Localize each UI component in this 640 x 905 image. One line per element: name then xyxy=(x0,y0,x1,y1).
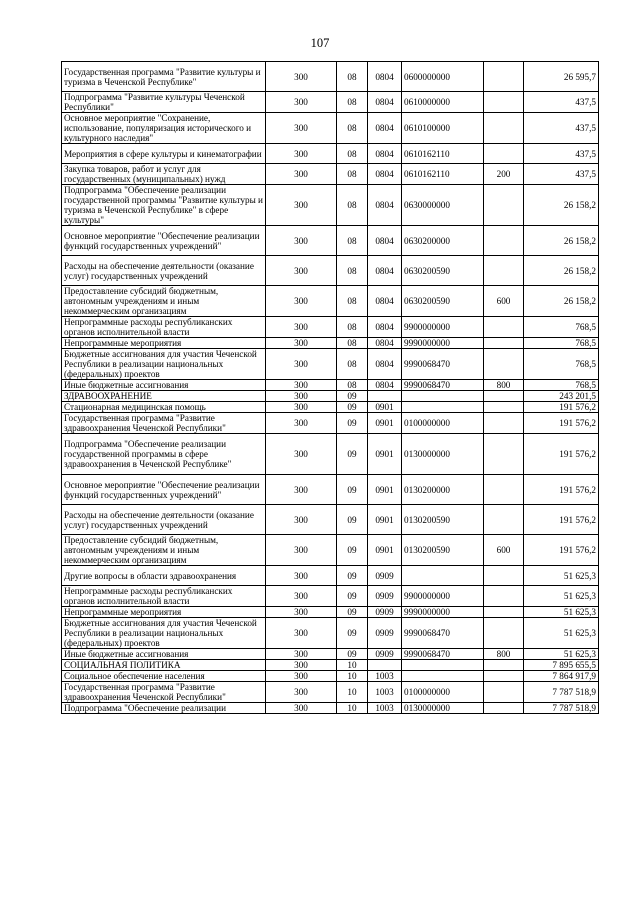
table-row xyxy=(62,535,599,566)
row-amount: 191 576,2 xyxy=(524,475,599,505)
row-amount: 768,5 xyxy=(524,338,599,349)
row-amount: 51 625,3 xyxy=(524,618,599,649)
row-section: 10 xyxy=(337,660,368,671)
row-target-article: 0610162110 xyxy=(402,164,484,185)
row-ved: 300 xyxy=(266,535,337,566)
row-target-article: 0600000000 xyxy=(402,62,484,92)
row-expense-type xyxy=(484,505,524,535)
row-subsection: 0909 xyxy=(368,566,402,586)
table-row xyxy=(62,434,599,475)
row-amount: 191 576,2 xyxy=(524,505,599,535)
row-section: 09 xyxy=(337,607,368,618)
row-section: 09 xyxy=(337,649,368,660)
row-expense-type xyxy=(484,256,524,286)
table-row xyxy=(62,113,599,144)
row-subsection: 0909 xyxy=(368,649,402,660)
row-name: Расходы на обеспечение деятельности (оказание услуг) государственных учреждений xyxy=(62,256,266,286)
row-amount: 191 576,2 xyxy=(524,402,599,413)
row-name: Непрограммные мероприятия xyxy=(62,607,266,618)
row-target-article xyxy=(402,402,484,413)
row-name: Иные бюджетные ассигнования xyxy=(62,380,266,391)
row-expense-type xyxy=(484,113,524,144)
table-row xyxy=(62,317,599,338)
row-name: Непрограммные расходы республиканских органов исполнительной власти xyxy=(62,586,266,607)
row-amount: 26 595,7 xyxy=(524,62,599,92)
row-ved: 300 xyxy=(266,92,337,113)
row-expense-type xyxy=(484,475,524,505)
row-target-article: 9990068470 xyxy=(402,349,484,380)
row-name: Непрограммные расходы республиканских органов исполнительной власти xyxy=(62,317,266,338)
row-expense-type xyxy=(484,586,524,607)
row-section: 08 xyxy=(337,113,368,144)
row-section: 08 xyxy=(337,286,368,317)
row-expense-type xyxy=(484,671,524,682)
row-expense-type xyxy=(484,413,524,434)
row-section: 09 xyxy=(337,618,368,649)
row-expense-type xyxy=(484,338,524,349)
row-section: 08 xyxy=(337,317,368,338)
table-row xyxy=(62,566,599,586)
row-ved: 300 xyxy=(266,703,337,714)
row-target-article: 0610100000 xyxy=(402,113,484,144)
row-subsection: 0804 xyxy=(368,256,402,286)
row-ved: 300 xyxy=(266,226,337,256)
row-ved: 300 xyxy=(266,649,337,660)
row-ved: 300 xyxy=(266,349,337,380)
row-section: 08 xyxy=(337,349,368,380)
row-amount: 7 787 518,9 xyxy=(524,703,599,714)
row-target-article: 9990000000 xyxy=(402,338,484,349)
row-ved: 300 xyxy=(266,607,337,618)
row-target-article: 0130000000 xyxy=(402,434,484,475)
table-row xyxy=(62,338,599,349)
row-expense-type xyxy=(484,703,524,714)
table-row xyxy=(62,92,599,113)
row-name: Стационарная медицинская помощь xyxy=(62,402,266,413)
row-target-article xyxy=(402,671,484,682)
row-expense-type xyxy=(484,660,524,671)
row-ved: 300 xyxy=(266,317,337,338)
row-ved: 300 xyxy=(266,380,337,391)
row-amount: 7 787 518,9 xyxy=(524,682,599,703)
table-row xyxy=(62,413,599,434)
row-name: Государственная программа "Развитие здравоохранения Чеченской Республики" xyxy=(62,682,266,703)
row-target-article xyxy=(402,660,484,671)
row-amount: 7 864 917,9 xyxy=(524,671,599,682)
row-name: Подпрограмма "Обеспечение реализации государственной программы в сфере здравоохранения в Чеченской Республике" xyxy=(62,434,266,475)
row-target-article: 0630000000 xyxy=(402,185,484,226)
row-subsection: 0804 xyxy=(368,92,402,113)
row-section: 10 xyxy=(337,682,368,703)
row-amount: 437,5 xyxy=(524,92,599,113)
row-target-article xyxy=(402,391,484,402)
row-subsection: 0804 xyxy=(368,380,402,391)
row-subsection: 0909 xyxy=(368,607,402,618)
row-name: Расходы на обеспечение деятельности (оказание услуг) государственных учреждений xyxy=(62,505,266,535)
row-section: 08 xyxy=(337,164,368,185)
row-ved: 300 xyxy=(266,671,337,682)
row-amount: 191 576,2 xyxy=(524,434,599,475)
row-ved: 300 xyxy=(266,618,337,649)
row-subsection: 0804 xyxy=(368,144,402,164)
row-target-article: 0610000000 xyxy=(402,92,484,113)
row-amount: 26 158,2 xyxy=(524,185,599,226)
budget-table xyxy=(61,61,599,714)
table-body xyxy=(62,62,599,714)
row-subsection: 1003 xyxy=(368,682,402,703)
row-subsection: 0804 xyxy=(368,164,402,185)
row-ved: 300 xyxy=(266,682,337,703)
row-target-article: 0130200590 xyxy=(402,535,484,566)
row-expense-type xyxy=(484,402,524,413)
row-target-article xyxy=(402,566,484,586)
row-expense-type xyxy=(484,607,524,618)
row-ved: 300 xyxy=(266,413,337,434)
row-expense-type xyxy=(484,144,524,164)
table-row xyxy=(62,649,599,660)
table-row xyxy=(62,703,599,714)
row-expense-type xyxy=(484,185,524,226)
row-target-article: 0100000000 xyxy=(402,682,484,703)
row-amount: 437,5 xyxy=(524,144,599,164)
row-subsection: 0909 xyxy=(368,618,402,649)
row-section: 08 xyxy=(337,144,368,164)
row-subsection: 0804 xyxy=(368,286,402,317)
row-section: 09 xyxy=(337,391,368,402)
row-section: 09 xyxy=(337,475,368,505)
row-subsection: 0901 xyxy=(368,402,402,413)
table-row xyxy=(62,402,599,413)
row-subsection: 0804 xyxy=(368,185,402,226)
row-section: 09 xyxy=(337,505,368,535)
table-row xyxy=(62,286,599,317)
row-subsection xyxy=(368,660,402,671)
row-section: 08 xyxy=(337,338,368,349)
row-amount: 26 158,2 xyxy=(524,286,599,317)
row-expense-type xyxy=(484,434,524,475)
row-name: СОЦИАЛЬНАЯ ПОЛИТИКА xyxy=(62,660,266,671)
row-target-article: 0130200000 xyxy=(402,475,484,505)
row-amount: 51 625,3 xyxy=(524,649,599,660)
row-subsection: 1003 xyxy=(368,703,402,714)
row-section: 10 xyxy=(337,671,368,682)
row-subsection: 0901 xyxy=(368,505,402,535)
row-ved: 300 xyxy=(266,434,337,475)
row-amount: 191 576,2 xyxy=(524,535,599,566)
row-section: 08 xyxy=(337,380,368,391)
row-amount: 437,5 xyxy=(524,164,599,185)
row-subsection: 1003 xyxy=(368,671,402,682)
table-row xyxy=(62,607,599,618)
row-name: Основное мероприятие "Обеспечение реализации функций государственных учреждений" xyxy=(62,475,266,505)
row-expense-type xyxy=(484,618,524,649)
row-section: 08 xyxy=(337,185,368,226)
row-ved: 300 xyxy=(266,566,337,586)
table-row xyxy=(62,660,599,671)
row-ved: 300 xyxy=(266,286,337,317)
table-row xyxy=(62,682,599,703)
row-target-article: 0630200590 xyxy=(402,286,484,317)
row-amount: 51 625,3 xyxy=(524,586,599,607)
row-subsection: 0804 xyxy=(368,226,402,256)
row-expense-type xyxy=(484,682,524,703)
table-row xyxy=(62,62,599,92)
row-expense-type: 600 xyxy=(484,535,524,566)
row-name: Основное мероприятие "Обеспечение реализации функций государственных учреждений" xyxy=(62,226,266,256)
row-amount: 26 158,2 xyxy=(524,226,599,256)
row-ved: 300 xyxy=(266,660,337,671)
row-expense-type: 200 xyxy=(484,164,524,185)
row-subsection: 0901 xyxy=(368,535,402,566)
row-name: Основное мероприятие "Сохранение, использование, популяризация исторического и культурного наследия" xyxy=(62,113,266,144)
row-amount: 768,5 xyxy=(524,317,599,338)
row-expense-type xyxy=(484,566,524,586)
table-row xyxy=(62,144,599,164)
row-target-article: 9990068470 xyxy=(402,618,484,649)
row-expense-type xyxy=(484,92,524,113)
row-ved: 300 xyxy=(266,391,337,402)
row-expense-type xyxy=(484,62,524,92)
row-subsection: 0901 xyxy=(368,434,402,475)
row-expense-type: 800 xyxy=(484,380,524,391)
table-row xyxy=(62,380,599,391)
row-amount: 51 625,3 xyxy=(524,607,599,618)
row-subsection: 0901 xyxy=(368,475,402,505)
row-expense-type xyxy=(484,391,524,402)
row-subsection: 0804 xyxy=(368,338,402,349)
row-name: Государственная программа "Развитие культуры и туризма в Чеченской Республике" xyxy=(62,62,266,92)
row-ved: 300 xyxy=(266,338,337,349)
row-name: Другие вопросы в области здравоохранения xyxy=(62,566,266,586)
row-subsection: 0901 xyxy=(368,413,402,434)
row-expense-type xyxy=(484,226,524,256)
table-row xyxy=(62,671,599,682)
row-subsection: 0804 xyxy=(368,317,402,338)
row-name: ЗДРАВООХРАНЕНИЕ xyxy=(62,391,266,402)
row-name: Государственная программа "Развитие здравоохранения Чеченской Республики" xyxy=(62,413,266,434)
table-row xyxy=(62,391,599,402)
row-ved: 300 xyxy=(266,402,337,413)
page-number: 107 xyxy=(310,36,330,50)
row-section: 09 xyxy=(337,402,368,413)
row-amount: 768,5 xyxy=(524,349,599,380)
row-name: Мероприятия в сфере культуры и кинематографии xyxy=(62,144,266,164)
row-subsection: 0804 xyxy=(368,62,402,92)
row-amount: 243 201,5 xyxy=(524,391,599,402)
table-row xyxy=(62,586,599,607)
row-target-article: 9900000000 xyxy=(402,317,484,338)
row-ved: 300 xyxy=(266,586,337,607)
row-subsection: 0909 xyxy=(368,586,402,607)
row-amount: 437,5 xyxy=(524,113,599,144)
row-target-article: 0130200590 xyxy=(402,505,484,535)
row-ved: 300 xyxy=(266,144,337,164)
row-target-article: 9990068470 xyxy=(402,649,484,660)
row-section: 08 xyxy=(337,92,368,113)
row-amount: 7 895 655,5 xyxy=(524,660,599,671)
row-target-article: 9990068470 xyxy=(402,380,484,391)
row-ved: 300 xyxy=(266,256,337,286)
row-subsection: 0804 xyxy=(368,113,402,144)
row-target-article: 0610162110 xyxy=(402,144,484,164)
table-row xyxy=(62,618,599,649)
row-target-article: 9900000000 xyxy=(402,586,484,607)
row-name: Подпрограмма "Обеспечение реализации государственной программы "Развитие культуры и туризма в Чеченской Республике" в сфере культуры" xyxy=(62,185,266,226)
table-row xyxy=(62,475,599,505)
row-expense-type: 800 xyxy=(484,649,524,660)
row-name: Закупка товаров, работ и услуг для государственных (муниципальных) нужд xyxy=(62,164,266,185)
row-section: 09 xyxy=(337,434,368,475)
row-name: Предоставление субсидий бюджетным, автономным учреждениям и иным некоммерческим организациям xyxy=(62,535,266,566)
row-expense-type: 600 xyxy=(484,286,524,317)
row-section: 08 xyxy=(337,226,368,256)
row-name: Бюджетные ассигнования для участия Чеченской Республики в реализации национальных (федеральных) проектов xyxy=(62,349,266,380)
row-section: 09 xyxy=(337,586,368,607)
row-name: Непрограммные мероприятия xyxy=(62,338,266,349)
row-name: Подпрограмма "Обеспечение реализации xyxy=(62,703,266,714)
row-name: Бюджетные ассигнования для участия Чеченской Республики в реализации национальных (федеральных) проектов xyxy=(62,618,266,649)
row-ved: 300 xyxy=(266,164,337,185)
row-amount: 51 625,3 xyxy=(524,566,599,586)
row-amount: 768,5 xyxy=(524,380,599,391)
row-ved: 300 xyxy=(266,62,337,92)
row-ved: 300 xyxy=(266,185,337,226)
row-section: 09 xyxy=(337,566,368,586)
table-row xyxy=(62,256,599,286)
row-name: Предоставление субсидий бюджетным, автономным учреждениям и иным некоммерческим организациям xyxy=(62,286,266,317)
row-ved: 300 xyxy=(266,505,337,535)
row-name: Иные бюджетные ассигнования xyxy=(62,649,266,660)
row-section: 08 xyxy=(337,62,368,92)
row-name: Социальное обеспечение населения xyxy=(62,671,266,682)
table-row xyxy=(62,505,599,535)
row-section: 08 xyxy=(337,256,368,286)
row-amount: 26 158,2 xyxy=(524,256,599,286)
row-target-article: 0630200590 xyxy=(402,256,484,286)
row-section: 09 xyxy=(337,413,368,434)
table-row xyxy=(62,164,599,185)
table-row xyxy=(62,349,599,380)
row-target-article: 9990000000 xyxy=(402,607,484,618)
row-ved: 300 xyxy=(266,475,337,505)
row-section: 10 xyxy=(337,703,368,714)
row-subsection xyxy=(368,391,402,402)
row-target-article: 0630200000 xyxy=(402,226,484,256)
row-expense-type xyxy=(484,317,524,338)
table-row xyxy=(62,185,599,226)
row-expense-type xyxy=(484,349,524,380)
row-target-article: 0130000000 xyxy=(402,703,484,714)
row-name: Подпрограмма "Развитие культуры Чеченской Республики" xyxy=(62,92,266,113)
row-amount: 191 576,2 xyxy=(524,413,599,434)
row-section: 09 xyxy=(337,535,368,566)
row-target-article: 0100000000 xyxy=(402,413,484,434)
row-ved: 300 xyxy=(266,113,337,144)
table-row xyxy=(62,226,599,256)
row-subsection: 0804 xyxy=(368,349,402,380)
